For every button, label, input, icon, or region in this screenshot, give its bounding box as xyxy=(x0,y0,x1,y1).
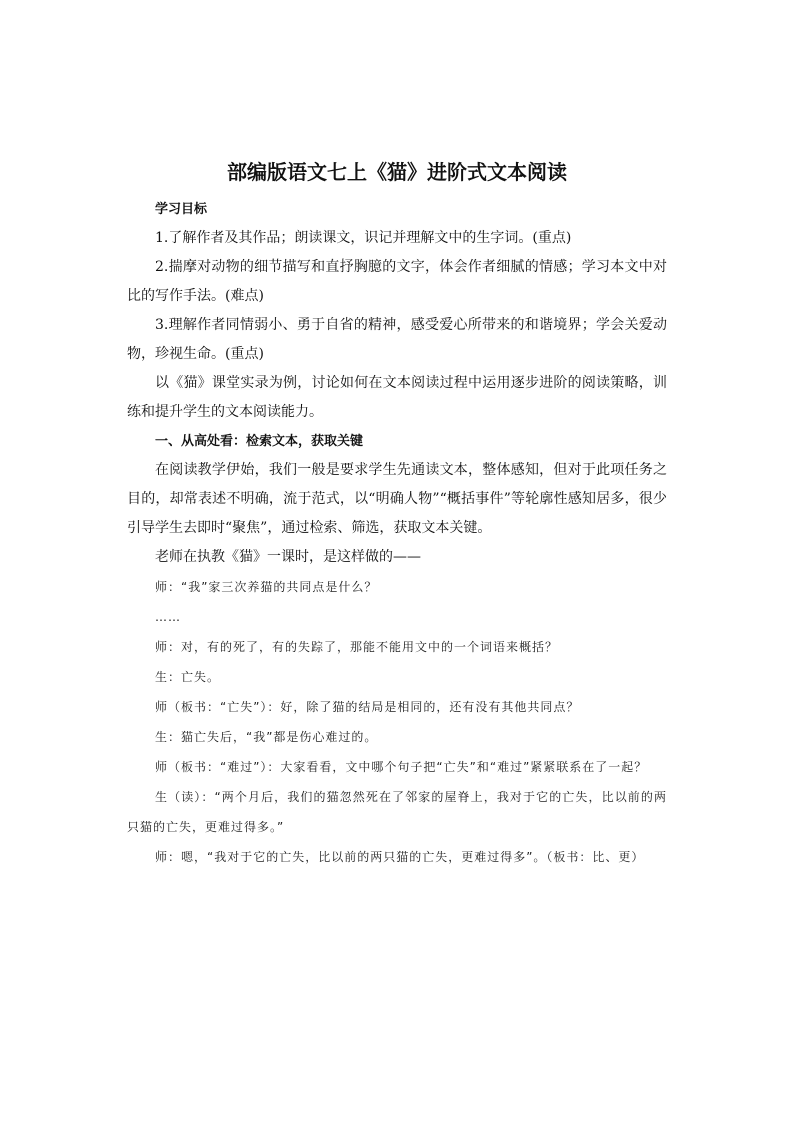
document-body xyxy=(127,152,667,872)
section-heading-1: 一、从高处看：检索文本，获取关键 xyxy=(155,434,364,449)
dialog-line: 生：亡失。 xyxy=(155,670,221,684)
dialog-line: 生：猫亡失后，“我”都是伤心难过的。 xyxy=(155,730,378,744)
dialog-line: 师：嗯，“我对于它的亡失，比以前的两只猫的亡失，更难过得多”。（板书：比、更） xyxy=(155,850,645,864)
objective-3: 3.理解作者同情弱小、勇于自省的精神，感受爱心所带来的和谐境界；学会关爱动物，珍视生命。(重点) xyxy=(127,317,667,362)
dialog-line: 师：“我”家三次养猫的共同点是什么？ xyxy=(155,580,378,594)
dialog-line: 师（板书：“亡失”）：好，除了猫的结局是相同的，还有没有其他共同点？ xyxy=(155,700,580,714)
dialog-line: …… xyxy=(155,610,181,624)
dialog-line: 师：对，有的死了，有的失踪了，那能不能用文中的一个词语来概括？ xyxy=(155,640,559,654)
body-paragraph: 老师在执教《猫》一课时，是这样做的—— xyxy=(155,549,421,565)
objective-2: 2.揣摩对动物的细节描写和直抒胸臆的文字，体会作者细腻的情感；学习本文中对比的写作手法。(难点) xyxy=(127,259,667,304)
dialog-line: 师（板书：“难过”）：大家看看，文中哪个句子把“亡失”和“难过”紧紧联系在了一起？ xyxy=(155,760,648,774)
document-title: 部编版语文七上《猫》进阶式文本阅读 xyxy=(227,160,567,184)
objective-1: 1.了解作者及其作品；朗读课文，识记并理解文中的生字词。(重点) xyxy=(155,230,572,246)
body-paragraph: 在阅读教学伊始，我们一般是要求学生先通读文本，整体感知，但对于此项任务之目的，却常表述不明确，流于范式，以“明确人物”“概括事件”等轮廓性感知居多，很少引导学生去即时“聚焦”，通过检索、筛选，获取文本关键。 xyxy=(127,462,667,536)
section-heading-objectives: 学习目标 xyxy=(155,202,208,217)
intro-paragraph: 以《猫》课堂实录为例，讨论如何在文本阅读过程中运用逐步进阶的阅读策略，训练和提升学生的文本阅读能力。 xyxy=(127,375,667,420)
dialog-line: 生（读）：“两个月后，我们的猫忽然死在了邻家的屋脊上，我对于它的亡失，比以前的两只猫的亡失，更难过得多。” xyxy=(127,790,667,834)
